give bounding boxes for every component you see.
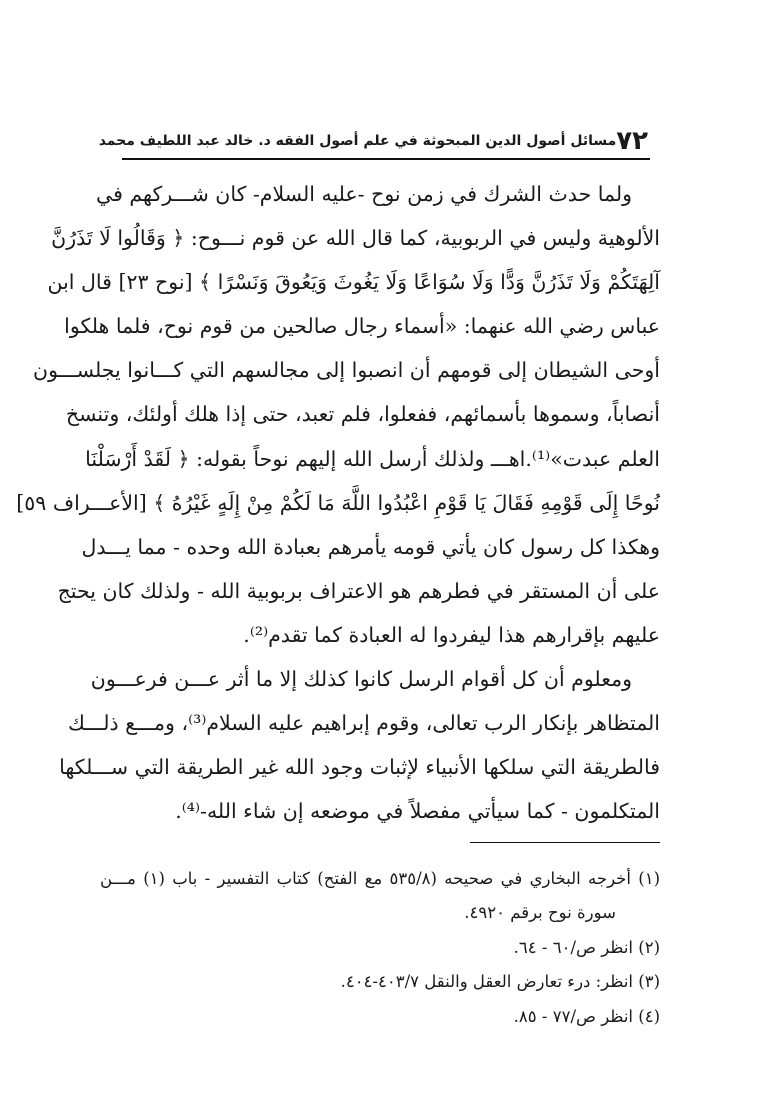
footnote-1: (١) أخرجه البخاري في صحيحه (٥٣٥/٨ مع الفتح) كتاب التفسير - باب (١) مـــن xyxy=(100,869,660,888)
running-title: مسائل أصول الدين المبحوثة في علم أصول الفقه د. خالد عبد اللطيف محمد xyxy=(98,133,617,149)
body-line: آلِهَتَكُمْ وَلَا تَذَرُنَّ وَدًّا وَلَا سُوَاعًا وَلَا يَغُوثَ وَيَعُوقَ وَنَسْرًا ﴾ [نوح ٢٣] قال ابن xyxy=(47,270,660,295)
footnote-1-continuation: سورة نوح برقم ٤٩٢٠. xyxy=(464,903,616,923)
footnotes xyxy=(100,862,660,1034)
body-line: أوحى الشيطان إلى قومهم أن انصبوا إلى مجالسهم التي كـــانوا يجلســـون xyxy=(33,358,660,383)
body-line: نُوحًا إِلَى قَوْمِهِ فَقَالَ يَا قَوْمِ اعْبُدُوا اللَّهَ مَا لَكُمْ مِنْ إِلَهٍ غَيْرُهُ ﴾ [الأعـــراف ٥٩] xyxy=(16,490,660,515)
body-line: ولما حدث الشرك في زمن نوح -عليه السلام- كان شـــركهم في xyxy=(96,182,632,206)
footnote-3: (٣) انظر: درء تعارض العقل والنقل ٤٠٣/٧-٤٠٤. xyxy=(340,972,660,992)
body-line: عليهم بإقرارهم هذا ليفردوا له العبادة كما تقدم⁽²⁾. xyxy=(243,622,660,647)
footnote-4: (٤) انظر ص/٧٧ - ٨٥. xyxy=(513,1006,660,1026)
body-text xyxy=(16,172,660,833)
footnote-separator xyxy=(470,842,660,843)
body-line: أنصاباً، وسموها بأسمائهم، ففعلوا، فلم تعبد، حتى إذا هلك أولئك، وتنسخ xyxy=(65,402,660,427)
body-line: وهكذا كل رسول كان يأتي قومه يأمرهم بعبادة الله وحده - مما يـــدل xyxy=(81,534,660,559)
body-line: العلم عبدت»⁽¹⁾.اهـــ ولذلك أرسل الله إليهم نوحاً بقوله: ﴿ لَقَدْ أَرْسَلْنَا xyxy=(85,446,660,471)
body-line: المتكلمون - كما سيأتي مفصلاً في موضعه إن شاء الله-⁽⁴⁾. xyxy=(175,799,660,824)
body-line: عباس رضي الله عنهما: «أسماء رجال صالحين من قوم نوح، فلما هلكوا xyxy=(64,314,660,339)
footnote-2: (٢) انظر ص/٦٠ - ٦٤. xyxy=(513,937,660,957)
body-line: فالطريقة التي سلكها الأنبياء لإثبات وجود الله غير الطريقة التي ســـلكها xyxy=(59,755,660,780)
body-line: على أن المستقر في فطرهم هو الاعتراف بربوبية الله - ولذلك كان يحتج xyxy=(57,578,660,603)
body-line: المتظاهر بإنكار الرب تعالى، وقوم إبراهيم عليه السلام⁽³⁾، ومـــع ذلـــك xyxy=(67,711,660,736)
page-number: ٧٢ xyxy=(616,126,648,156)
page-header xyxy=(98,126,648,156)
header-rule xyxy=(122,158,650,160)
body-line: الألوهية وليس في الربوبية، كما قال الله عن قوم نـــوح: ﴿ وَقَالُوا لَا تَذَرُنَّ xyxy=(51,226,660,251)
body-line: ومعلوم أن كل أقوام الرسل كانوا كذلك إلا ما أثر عـــن فرعـــون xyxy=(90,667,632,692)
